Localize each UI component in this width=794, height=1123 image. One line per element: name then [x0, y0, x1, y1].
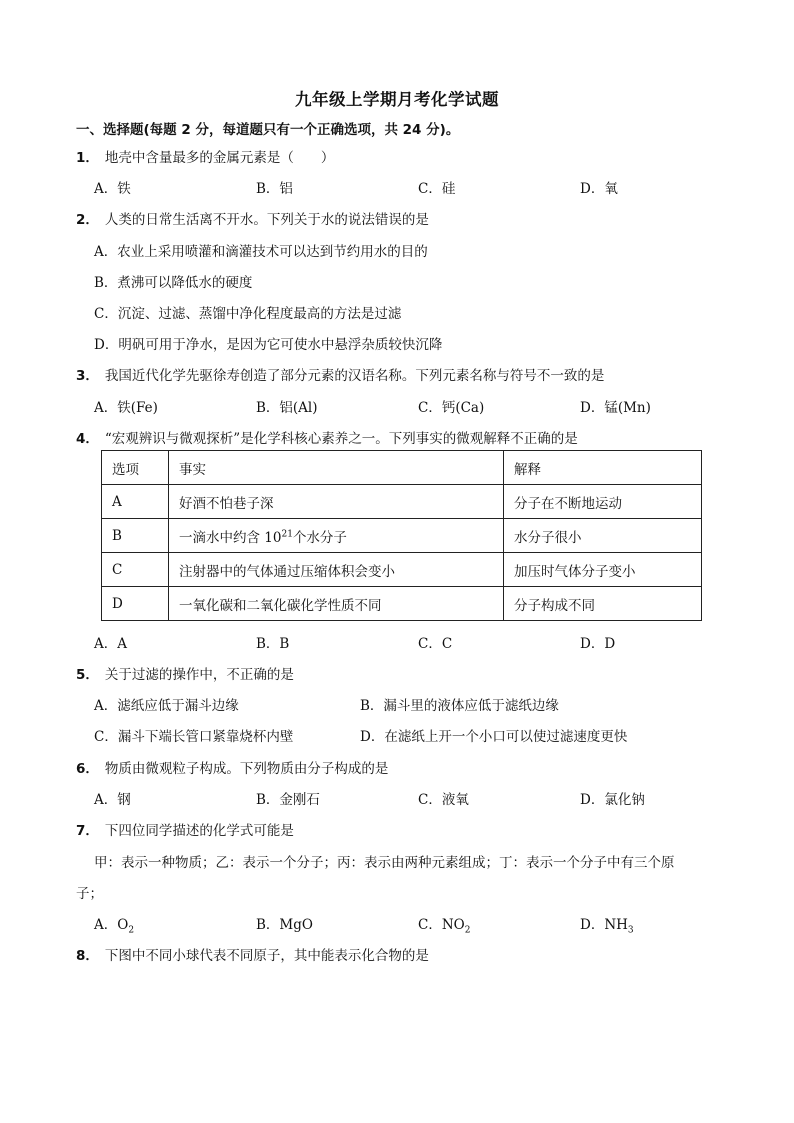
- question-number: 1．: [76, 150, 99, 166]
- table-row: [102, 485, 702, 519]
- q6-option-d[interactable]: D．氯化钠: [580, 792, 645, 808]
- section-heading: 一、选择题(每题 2 分，每道题只有一个正确选项，共 24 分)。: [76, 122, 460, 138]
- question-text: 人类的日常生活离不开水。下列关于水的说法错误的是: [104, 212, 429, 228]
- table-row: [102, 587, 702, 621]
- q3-option-a[interactable]: A．铁(Fe): [94, 400, 158, 416]
- question-1: [76, 146, 334, 166]
- question-2: [76, 208, 429, 228]
- q1-option-a[interactable]: A．铁: [94, 181, 131, 197]
- q5-option-c[interactable]: C．漏斗下端长管口紧靠烧杯内壁: [94, 729, 294, 745]
- table-cell-option: D: [102, 587, 169, 621]
- q1-option-b[interactable]: B．铝: [256, 181, 293, 197]
- question-text: 我国近代化学先驱徐寿创造了部分元素的汉语名称。下列元素名称与符号不一致的是: [104, 368, 605, 384]
- question-number: 4．: [76, 431, 99, 447]
- question-4: [76, 427, 578, 447]
- table-cell-option: C: [102, 553, 169, 587]
- q1-option-c[interactable]: C．硅: [418, 181, 456, 197]
- q7-option-d[interactable]: [580, 913, 634, 936]
- q7-option-c[interactable]: [418, 913, 470, 936]
- q7-option-a[interactable]: [94, 913, 134, 936]
- q3-option-c[interactable]: C．钙(Ca): [418, 400, 485, 416]
- q1-option-d[interactable]: D．氧: [580, 181, 618, 197]
- q6-option-c[interactable]: C．液氧: [418, 792, 469, 808]
- page-title: 九年级上学期月考化学试题: [295, 90, 499, 109]
- q5-option-a[interactable]: A．滤纸应低于漏斗边缘: [94, 698, 239, 714]
- q4-option-b[interactable]: B．B: [256, 636, 290, 652]
- question-number: 6．: [76, 761, 99, 777]
- exponent: 21: [281, 529, 293, 539]
- q7-option-b[interactable]: B．MgO: [256, 917, 313, 933]
- formula-text: D．NH: [580, 917, 628, 933]
- facts-table: [101, 450, 702, 621]
- q3-option-b[interactable]: B．铝(Al): [256, 400, 318, 416]
- question-text: “宏观辨识与微观探析”是化学科核心素养之一。下列事实的微观解释不正确的是: [104, 431, 578, 447]
- subscript: 3: [627, 925, 634, 936]
- question-number: 7．: [76, 823, 99, 839]
- question-number: 2．: [76, 212, 99, 228]
- question-text: 下四位同学描述的化学式可能是: [104, 823, 294, 839]
- formula-text: A．O: [94, 917, 129, 933]
- table-header-cell: 选项: [102, 451, 169, 485]
- question-7: [76, 819, 294, 839]
- table-cell-explain: 分子在不断地运动: [504, 485, 702, 519]
- q2-option-c[interactable]: C．沉淀、过滤、蒸馏中净化程度最高的方法是过滤: [94, 306, 402, 322]
- table-cell-explain: 分子构成不同: [504, 587, 702, 621]
- q4-option-d[interactable]: D．D: [580, 636, 616, 652]
- fact-text: 一滴水中约含 10: [179, 529, 282, 546]
- q7-description-continued: 子；: [76, 886, 103, 902]
- question-number: 8．: [76, 948, 99, 964]
- formula-text: C．NO: [418, 917, 465, 933]
- question-6: [76, 757, 388, 777]
- table-cell-fact: 一氧化碳和二氧化碳化学性质不同: [169, 587, 504, 621]
- q2-option-b[interactable]: B．煮沸可以降低水的硬度: [94, 275, 253, 291]
- q7-description: 甲：表示一种物质；乙：表示一个分子；丙：表示由两种元素组成；丁：表示一个分子中有三个原: [94, 855, 675, 871]
- q2-option-a[interactable]: A．农业上采用喷灌和滴灌技术可以达到节约用水的目的: [94, 244, 428, 260]
- question-number: 3．: [76, 368, 99, 384]
- question-8: [76, 944, 429, 964]
- table-row: [102, 519, 702, 553]
- question-number: 5．: [76, 667, 99, 683]
- table-header-cell: 解释: [504, 451, 702, 485]
- table-cell-explain: 加压时气体分子变小: [504, 553, 702, 587]
- q4-option-a[interactable]: A．A: [94, 636, 127, 652]
- question-text: 地壳中含量最多的金属元素是（ ）: [104, 150, 335, 166]
- q5-option-d[interactable]: D．在滤纸上开一个小口可以使过滤速度更快: [360, 729, 628, 745]
- table-header-row: [102, 451, 702, 485]
- q4-option-c[interactable]: C．C: [418, 636, 453, 652]
- question-3: [76, 364, 604, 384]
- table-cell-fact: 好酒不怕巷子深: [169, 485, 504, 519]
- table-cell-fact: [169, 519, 504, 553]
- q2-option-d[interactable]: D．明矾可用于净水，是因为它可使水中悬浮杂质较快沉降: [94, 337, 443, 353]
- table-header-cell: 事实: [169, 451, 504, 485]
- q3-option-d[interactable]: D．锰(Mn): [580, 400, 651, 416]
- table-cell-option: A: [102, 485, 169, 519]
- q6-option-a[interactable]: A．钢: [94, 792, 131, 808]
- table-row: [102, 553, 702, 587]
- q5-option-b[interactable]: B．漏斗里的液体应低于滤纸边缘: [360, 698, 559, 714]
- subscript: 2: [464, 925, 471, 936]
- table-cell-option: B: [102, 519, 169, 553]
- question-text: 物质由微观粒子构成。下列物质由分子构成的是: [104, 761, 389, 777]
- q6-option-b[interactable]: B．金刚石: [256, 792, 320, 808]
- question-text: 关于过滤的操作中，不正确的是: [104, 667, 294, 683]
- fact-text: 个水分子: [292, 529, 347, 546]
- table-cell-explain: 水分子很小: [504, 519, 702, 553]
- table-cell-fact: 注射器中的气体通过压缩体积会变小: [169, 553, 504, 587]
- question-5: [76, 663, 294, 683]
- question-text: 下图中不同小球代表不同原子，其中能表示化合物的是: [104, 948, 429, 964]
- subscript: 2: [128, 925, 135, 936]
